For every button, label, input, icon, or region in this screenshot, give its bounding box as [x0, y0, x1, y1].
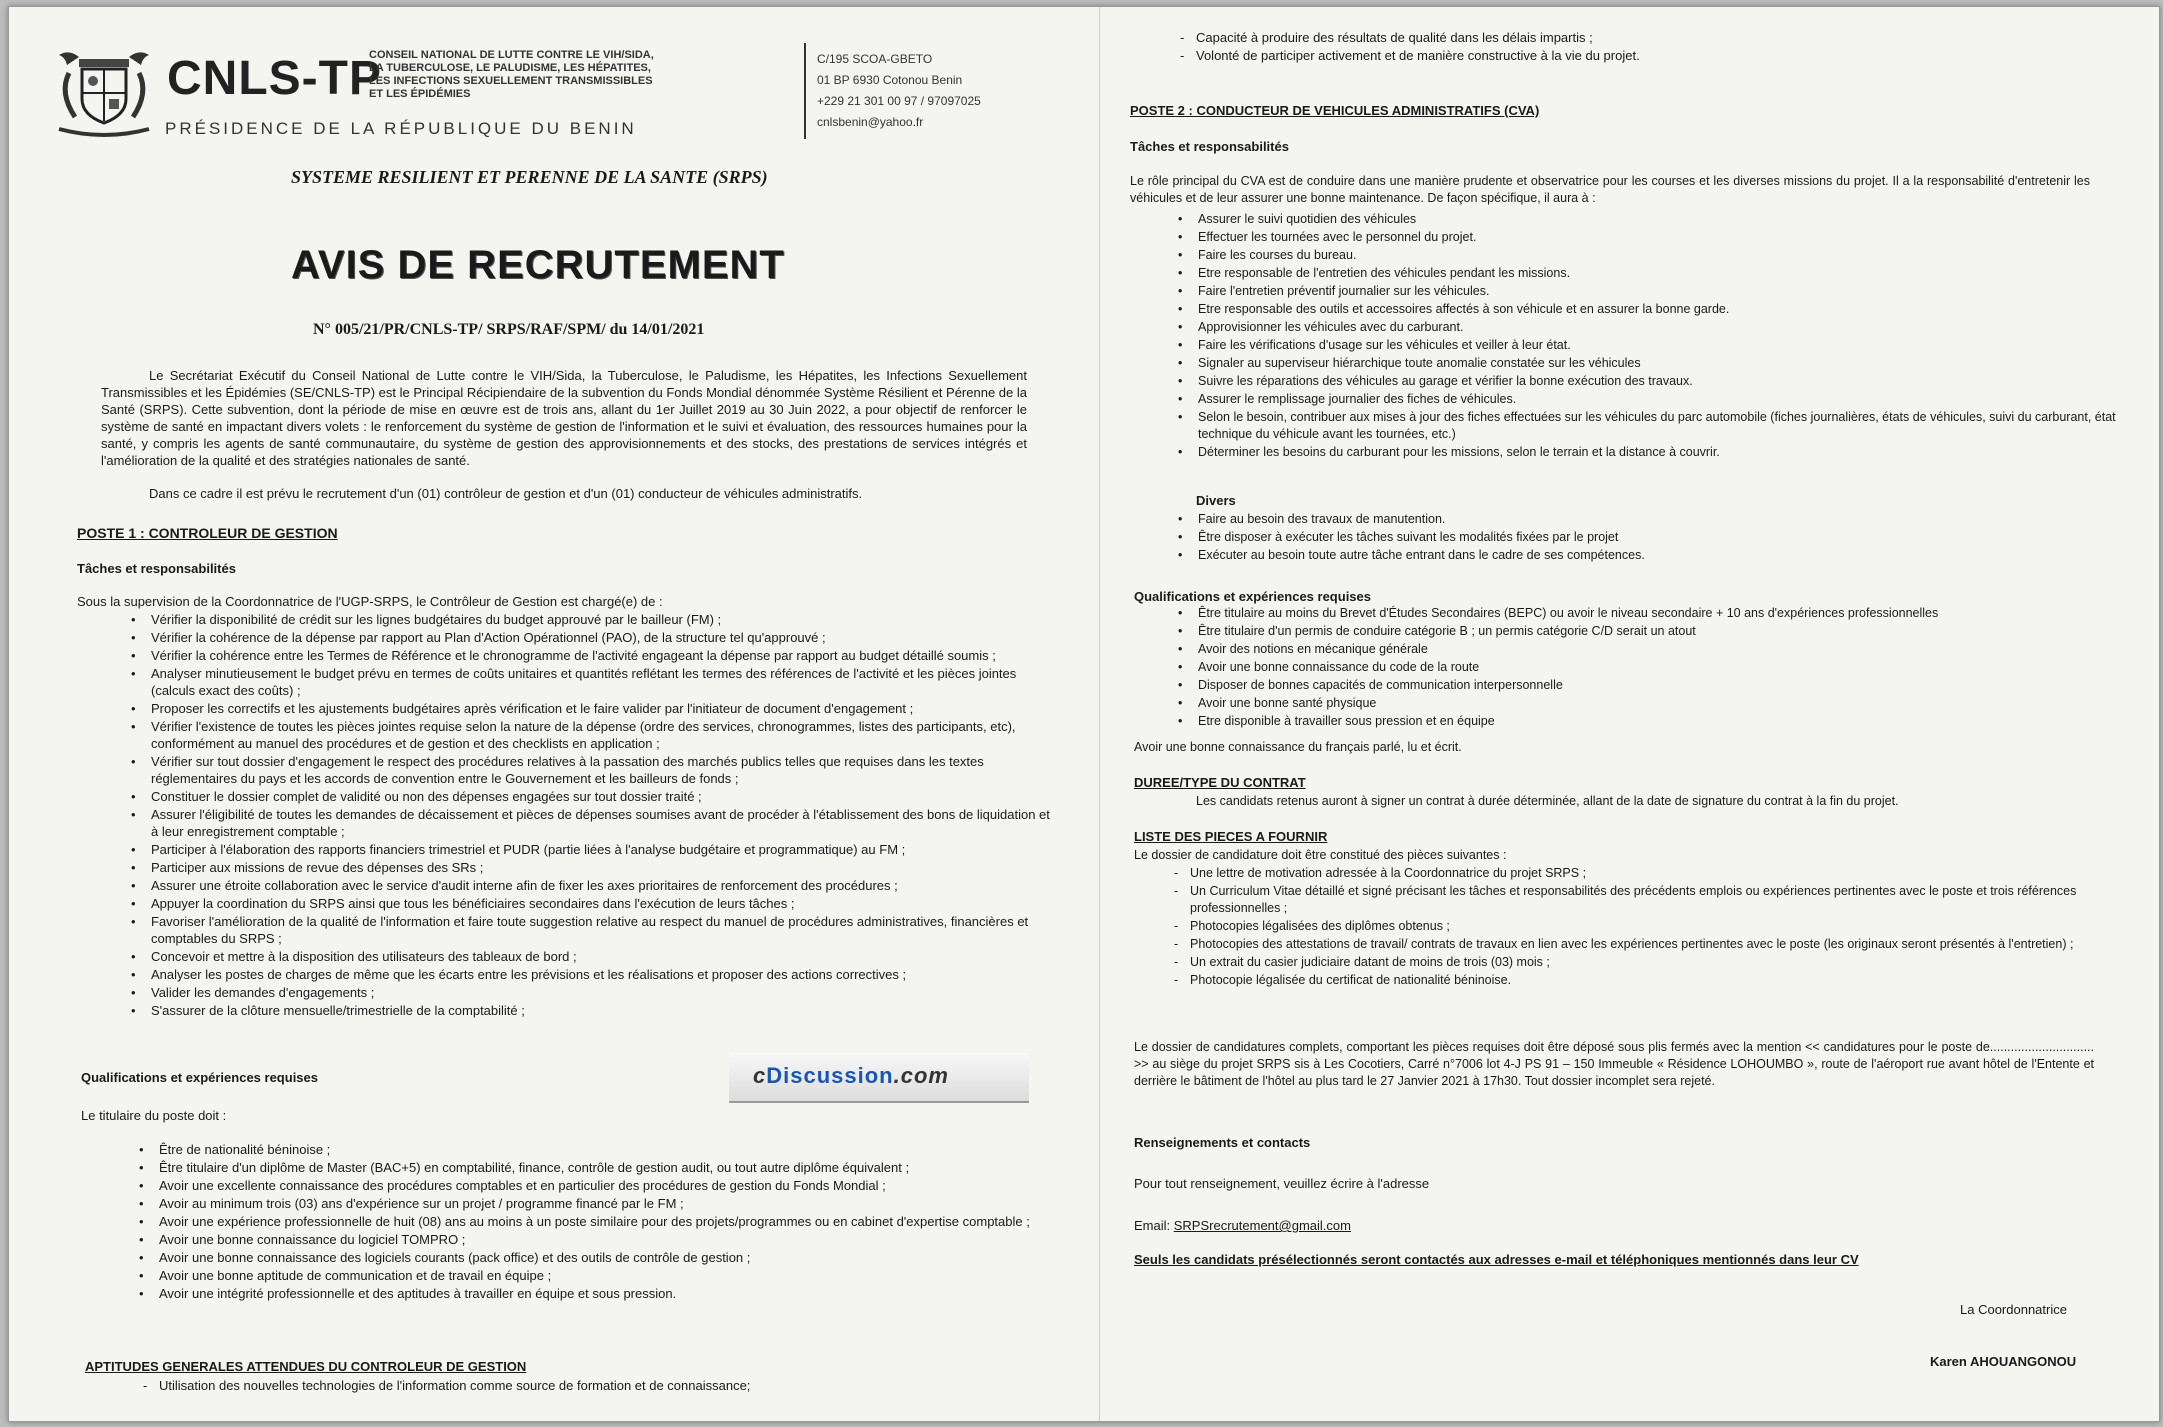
list-item: • Être titulaire au moins du Brevet d'Études Secondaires (BEPC) ou avoir le niveau secondaire + 10 ans d'expériences professionnelles — [1198, 605, 2118, 622]
list-item: • Avoir une intégrité professionnelle et des aptitudes à travailler en équipe et sous pression. — [159, 1285, 1059, 1302]
list-item: - Volonté de participer activement et de manière constructive à la vie du projet. — [1196, 47, 2096, 64]
contract-text: Les candidats retenus auront à signer un contrat à durée déterminée, allant de la date de signature du contrat à la fin du projet. — [1196, 794, 1899, 808]
list-item: • Avoir une bonne connaissance du code de la route — [1198, 659, 2118, 676]
poste1-title: POSTE 1 : CONTROLEUR DE GESTION — [77, 525, 338, 541]
list-item: • Participer aux missions de revue des dépenses des SRs ; — [151, 859, 1055, 876]
program-name: SYSTEME RESILIENT ET PERENNE DE LA SANTE (SRPS) — [291, 167, 768, 187]
poste1-qualifications-intro: Le titulaire du poste doit : — [81, 1108, 227, 1123]
list-item: • Avoir une bonne santé physique — [1198, 695, 2118, 712]
list-item: • Assurer le suivi quotidien des véhicules — [1198, 211, 2116, 228]
list-item: • Favoriser l'amélioration de la qualité de l'information et faire toute suggestion relative au respect du manuel de procédures administratives, financières et comptables du SRPS ; — [151, 913, 1055, 947]
list-item: • S'assurer de la clôture mensuelle/trimestrielle de la comptabilité ; — [151, 1002, 1055, 1019]
header-divider — [804, 43, 806, 139]
list-item: • Appuyer la coordination du SRPS ainsi que tous les bénéficiaires secondaires dans l'exécution de leurs tâches ; — [151, 895, 1055, 912]
list-item: • Signaler au superviseur hiérarchique toute anomalie constatée sur les véhicules — [1198, 355, 2116, 372]
divers-list — [1172, 511, 2098, 565]
list-item: • Constituer le dossier complet de validité ou non des dépenses engagées sur tout dossier traité ; — [151, 788, 1055, 805]
list-item: • Etre disponible à travailler sous pression et en équipe — [1198, 713, 2118, 730]
list-item: - Capacité à produire des résultats de qualité dans les délais impartis ; — [1196, 29, 2096, 46]
list-item: • Être disposer à exécuter les tâches suivant les modalités fixées par le projet — [1198, 529, 2098, 546]
list-item: • Faire l'entretien préventif journalier sur les véhicules. — [1198, 283, 2116, 300]
email-link[interactable]: SRPSrecrutement@gmail.com — [1173, 1218, 1351, 1233]
poste2-title: POSTE 2 : CONDUCTEUR DE VEHICULES ADMINISTRATIFS (CVA) — [1130, 103, 1540, 118]
aptitudes-list — [133, 1377, 1059, 1395]
reference-number: N° 005/21/PR/CNLS-TP/ SRPS/RAF/SPM/ du 14/01/2021 — [313, 321, 705, 338]
left-page — [9, 7, 1099, 1421]
contacts-text: Pour tout renseignement, veuillez écrire à l'adresse — [1134, 1176, 1430, 1191]
list-item: • Participer à l'élaboration des rapports financiers trimestriel et PUDR (partie liées à l'analyse budgétaire et programmatique) au FM ; — [151, 841, 1055, 858]
poste2-tasks-list — [1172, 211, 2116, 462]
email-label: Email: — [1134, 1218, 1171, 1233]
shortlist-note: Seuls les candidats présélectionnés seront contactés aux adresses e-mail et téléphoniques mentionnés dans leur CV — [1134, 1252, 1859, 1267]
list-item: - Photocopies des attestations de travail/ contrats de travaux en lien avec les expériences pertinentes avec le poste (les originaux seront présentés à l'entretien) ; — [1190, 936, 2120, 953]
poste1-qualifications-heading: Qualifications et expériences requises — [81, 1070, 318, 1085]
list-item: • Avoir une bonne connaissance du logiciel TOMPRO ; — [159, 1231, 1059, 1248]
list-item: • Assurer l'éligibilité de toutes les demandes de décaissement et pièces de dépenses soumises avant de procéder à l'établissement des bons de liquidation et à leur enregistrement comptable ; — [151, 806, 1055, 840]
list-item: • Analyser minutieusement le budget prévu en termes de coûts unitaires et quantités reflétant les termes des références de l'activité et les pièces jointes (calculs exact des coûts) ; — [151, 665, 1055, 699]
list-item: • Etre responsable des outils et accessoires affectés à son véhicule et en assurer la bonne garde. — [1198, 301, 2116, 318]
brand-name: CNLS-TP — [167, 52, 382, 105]
qualities-list — [1170, 29, 2096, 65]
document-title: AVIS DE RECRUTEMENT — [291, 243, 785, 287]
list-item: • Analyser les postes de charges de même que les écarts entre les prévisions et les réalisations et proposer des actions correctives ; — [151, 966, 1055, 983]
list-item: - Photocopies légalisées des diplômes obtenus ; — [1190, 918, 2120, 935]
list-item: • Valider les demandes d'engagements ; — [151, 984, 1055, 1001]
poste2-tasks-heading: Tâches et responsabilités — [1130, 139, 1289, 154]
council-name: CONSEIL NATIONAL DE LUTTE CONTRE LE VIH/SIDA, LA TUBERCULOSE, LE PALUDISME, LES HÉPATITES, LES INFECTIONS SEXUELLEMENT TRANSMISSIBLES ET LES ÉPIDÉMIES — [369, 49, 654, 100]
list-item: - Un Curriculum Vitae détaillé et signé précisant les tâches et responsabilités des précédents emplois ou expériences pertinentes avec le poste et trois références professionnelles ; — [1190, 883, 2120, 917]
list-item: • Etre responsable de l'entretien des véhicules pendant les missions. — [1198, 265, 2116, 282]
poste1-qualifications-list — [133, 1141, 1059, 1303]
poste2-intro: Le rôle principal du CVA est de conduire dans une manière prudente et observatrice pour les courses et les diverses missions du projet. Il a la responsabilité d'entretenir les véhicules et de leur assurer une bonne maintenance. De façon spécifique, il aura à : — [1130, 174, 2090, 205]
list-item: • Proposer les correctifs et les ajustements budgétaires après vérification et le faire valider par l'initiateur de document d'engagement ; — [151, 700, 1055, 717]
list-item: • Faire les vérifications d'usage sur les véhicules et veiller à leur état. — [1198, 337, 2116, 354]
list-item: • Avoir des notions en mécanique générale — [1198, 641, 2118, 658]
poste1-supervision: Sous la supervision de la Coordonnatrice de l'UGP-SRPS, le Contrôleur de Gestion est chargé(e) de : — [77, 594, 663, 609]
documents-heading: LISTE DES PIECES A FOURNIR — [1134, 829, 1328, 844]
list-item: • Disposer de bonnes capacités de communication interpersonnelle — [1198, 677, 2118, 694]
list-item: • Vérifier la disponibilité de crédit sur les lignes budgétaires du budget approuvé par le bailleur (FM) ; — [151, 611, 1055, 628]
list-item: • Déterminer les besoins du carburant pour les missions, selon le terrain et la distance à couvrir. — [1198, 444, 2116, 461]
list-item: - Photocopie légalisée du certificat de nationalité béninoise. — [1190, 972, 2120, 989]
list-item: - Utilisation des nouvelles technologies de l'information comme source de formation et de connaissance; — [159, 1377, 1059, 1394]
list-item: • Avoir une bonne aptitude de communication et de travail en équipe ; — [159, 1267, 1059, 1284]
intro-recruitment: Dans ce cadre il est prévu le recrutement d'un (01) contrôleur de gestion et d'un (01) conducteur de véhicules administratifs. — [149, 486, 863, 501]
list-item: • Assurer le remplissage journalier des fiches de véhicules. — [1198, 391, 2116, 408]
list-item: • Être titulaire d'un permis de conduire catégorie B ; un permis catégorie C/D serait un atout — [1198, 623, 2118, 640]
list-item: • Être titulaire d'un diplôme de Master (BAC+5) en comptabilité, finance, contrôle de gestion audit, ou tout autre diplôme équivalent ; — [159, 1159, 1059, 1176]
presidence-label: PRÉSIDENCE DE LA RÉPUBLIQUE DU BENIN — [165, 119, 637, 138]
contract-heading: DUREE/TYPE DU CONTRAT — [1134, 775, 1306, 790]
poste1-tasks-heading: Tâches et responsabilités — [77, 561, 236, 576]
list-item: • Effectuer les tournées avec le personnel du projet. — [1198, 229, 2116, 246]
list-item: • Vérifier la cohérence de la dépense par rapport au Plan d'Action Opérationnel (PAO), de la structure tel qu'approuvé ; — [151, 629, 1055, 646]
list-item: • Concevoir et mettre à la disposition des utilisateurs des tableaux de bord ; — [151, 948, 1055, 965]
french-requirement: Avoir une bonne connaissance du français parlé, lu et écrit. — [1134, 740, 1462, 754]
aptitudes-heading: APTITUDES GENERALES ATTENDUES DU CONTROLEUR DE GESTION — [85, 1359, 527, 1374]
submission-paragraph: Le dossier de candidatures complets, comportant les pièces requises doit être déposé sous plis fermés avec la mention << candidatures pour le poste de.............................. >> au siège du projet SRPS sis à Les Cocotiers, Carré n°7006 lot 4-J PS 91 – 150 Immeuble « Résidence LOHOUMBO », route de l'aéroport rue avant hôtel de l'Entente et derrière le bâtiment de l'hôtel au plus tard le 27 Janvier 2021 à 17h30. Tout dossier incomplet sera rejeté. — [1134, 1040, 2094, 1088]
signature-name: Karen AHOUANGONOU — [1930, 1354, 2077, 1369]
list-item: - Une lettre de motivation adressée à la Coordonnatrice du projet SRPS ; — [1190, 865, 2120, 882]
list-item: • Être de nationalité béninoise ; — [159, 1141, 1059, 1158]
watermark-text: cDiscussion.com — [753, 1063, 949, 1088]
poste1-tasks-list — [125, 611, 1055, 1020]
list-item: • Avoir une bonne connaissance des logiciels courants (pack office) et des outils de contrôle de gestion ; — [159, 1249, 1059, 1266]
list-item: • Approvisionner les véhicules avec du carburant. — [1198, 319, 2116, 336]
list-item: • Avoir une excellente connaissance des procédures comptables et en particulier des procédures de gestion du Fonds Mondial ; — [159, 1177, 1059, 1194]
list-item: • Avoir au minimum trois (03) ans d'expérience sur un projet / programme financé par le FM ; — [159, 1195, 1059, 1212]
list-item: • Vérifier la cohérence entre les Termes de Référence et le chronogramme de l'activité engageant la dépense par rapport au budget détaillé soumis ; — [151, 647, 1055, 664]
list-item: • Suivre les réparations des véhicules au garage et vérifier la bonne exécution des travaux. — [1198, 373, 2116, 390]
scanned-document — [8, 6, 2160, 1422]
list-item: • Faire les courses du bureau. — [1198, 247, 2116, 264]
list-item: • Avoir une expérience professionnelle de huit (08) ans au moins à un poste similaire pour des projets/programmes ou en cabinet d'expertise comptable ; — [159, 1213, 1059, 1230]
benin-coat-of-arms-logo — [49, 43, 159, 139]
watermark-banner — [729, 1053, 1029, 1103]
documents-list — [1164, 865, 2120, 990]
poste2-qualifications-list — [1172, 605, 2118, 731]
poste2-qualifications-heading: Qualifications et expériences requises — [1134, 589, 1371, 604]
intro-paragraph: Le Secrétariat Exécutif du Conseil National de Lutte contre le VIH/Sida, la Tuberculose, le Paludisme, les Hépatites, les Infections Sexuellement Transmissibles et les Épidémies (SE/CNLS-TP) est le Principal Récipiendaire de la subvention du Fonds Mondial dénommée Système Résilient et Pérenne de la Santé (SRPS). Cette subvention, dont la période de mise en œuvre est de trois ans, allant du 1er Juillet 2019 au 30 Juin 2022, a pour objectif de renforcer le système de santé en impactant divers volets : le renforcement du système de gestion de l'information et le suivi et évaluation, des ressources humaines pour la santé, y compris les agents de santé communautaire, du système de gestion des approvisionnements et des stocks, des prestations de services intégrés et l'amélioration de la qualité et des stratégies nationales de santé. — [101, 368, 1027, 468]
list-item: • Assurer une étroite collaboration avec le service d'audit interne afin de fixer les axes prioritaires de renforcement des procédures ; — [151, 877, 1055, 894]
list-item: - Un extrait du casier judiciaire datant de moins de trois (03) mois ; — [1190, 954, 2120, 971]
contact-block: C/195 SCOA-GBETO 01 BP 6930 Cotonou Benin +229 21 301 00 97 / 97097025 cnlsbenin@yahoo.fr — [817, 52, 981, 129]
email-line — [1134, 1217, 1351, 1234]
signature-role: La Coordonnatrice — [1960, 1302, 2067, 1317]
divers-heading: Divers — [1196, 493, 1236, 508]
contacts-heading: Renseignements et contacts — [1134, 1135, 1311, 1150]
list-item: • Selon le besoin, contribuer aux mises à jour des fiches effectuées sur les véhicules du parc automobile (fiches journalières, états de véhicules, suivi du carburant, état technique du véhicule avant les tournées, etc.) — [1198, 409, 2116, 443]
list-item: • Vérifier sur tout dossier d'engagement le respect des procédures relatives à la passation des marchés publics telles que requises dans les textes réglementaires du pays et les accords de convention entre le Gouvernement et les bailleurs de fonds ; — [151, 753, 1055, 787]
list-item: • Vérifier l'existence de toutes les pièces jointes requise selon la nature de la dépense (ordre des services, chronogrammes, listes des participants, etc), conformément au manuel des procédures et de gestion et des checklists en application ; — [151, 718, 1055, 752]
right-page — [1099, 7, 2160, 1421]
documents-intro: Le dossier de candidature doit être constitué des pièces suivantes : — [1134, 848, 1507, 862]
list-item: • Faire au besoin des travaux de manutention. — [1198, 511, 2098, 528]
list-item: • Exécuter au besoin toute autre tâche entrant dans le cadre de ses compétences. — [1198, 547, 2098, 564]
